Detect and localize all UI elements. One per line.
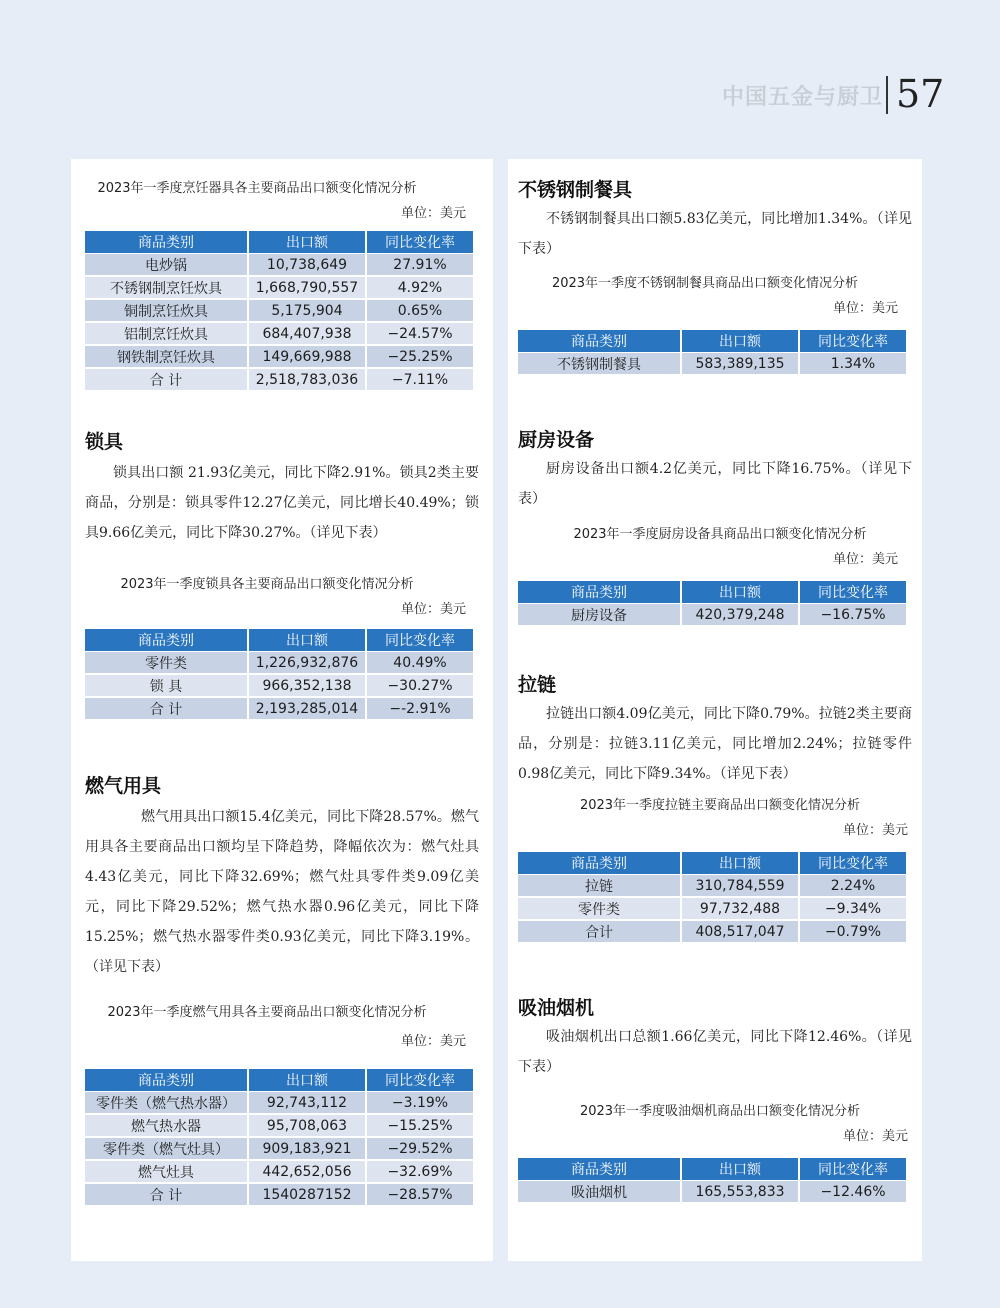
gas-table-section bbox=[71, 1001, 493, 1206]
section-heading: 燃气用具 bbox=[85, 775, 162, 797]
section-heading: 厨房设备 bbox=[518, 429, 595, 451]
magazine-logo: 中国五金与厨卫 bbox=[722, 85, 884, 110]
table-cell: 铜制烹饪炊具 bbox=[85, 299, 247, 322]
column-header: 同比变化率 bbox=[800, 581, 906, 603]
gas-section bbox=[71, 771, 493, 982]
locks-table-section bbox=[71, 573, 493, 720]
table-cell: 不锈钢制烹饪炊具 bbox=[85, 276, 247, 299]
column-header: 商品类别 bbox=[85, 629, 247, 651]
table-cell: 零件类（燃气灶具） bbox=[85, 1137, 247, 1160]
table-row bbox=[85, 1160, 473, 1183]
column-header: 出口额 bbox=[682, 852, 798, 874]
table-cell: 零件类 bbox=[85, 651, 247, 674]
table-row bbox=[85, 368, 473, 391]
table-row bbox=[518, 897, 906, 920]
column-header: 同比变化率 bbox=[800, 330, 906, 352]
table-row bbox=[85, 674, 473, 697]
section-heading: 拉链 bbox=[518, 674, 557, 696]
table-cell: −24.57% bbox=[367, 322, 473, 345]
page-number: 57 bbox=[896, 72, 945, 116]
section-paragraph: 不锈钢制餐具出口额5.83亿美元，同比增加1.34%。（详见下表） bbox=[518, 211, 912, 257]
table-unit: 单位：美元 bbox=[842, 1129, 908, 1144]
table-row bbox=[85, 651, 473, 674]
table-cell: 149,669,988 bbox=[249, 345, 365, 368]
column-header: 出口额 bbox=[682, 1158, 798, 1180]
column-header: 出口额 bbox=[682, 330, 798, 352]
table-row bbox=[518, 920, 906, 943]
table-cell: 442,652,056 bbox=[249, 1160, 365, 1183]
table-unit: 单位：美元 bbox=[832, 301, 898, 316]
table-cell: 10,738,649 bbox=[249, 253, 365, 276]
table-title: 2023年一季度拉链主要商品出口额变化情况分析 bbox=[579, 798, 861, 813]
table-row bbox=[518, 352, 906, 375]
table-cell: 燃气灶具 bbox=[85, 1160, 247, 1183]
table-header-row bbox=[518, 852, 906, 874]
table-row bbox=[85, 276, 473, 299]
table-cell: 电炒锅 bbox=[85, 253, 247, 276]
table-cell: 不锈钢制餐具 bbox=[518, 352, 680, 375]
table-cell: 钢铁制烹饪炊具 bbox=[85, 345, 247, 368]
kitchen-table-section bbox=[508, 523, 922, 626]
column-header: 出口额 bbox=[249, 1069, 365, 1091]
section-heading: 吸油烟机 bbox=[518, 997, 595, 1019]
table-cell: 0.65% bbox=[367, 299, 473, 322]
tableware-section bbox=[508, 175, 922, 264]
table-cell: 2,518,783,036 bbox=[249, 368, 365, 391]
table-cell: −7.11% bbox=[367, 368, 473, 391]
table-cell: 1,226,932,876 bbox=[249, 651, 365, 674]
table-cell: −15.25% bbox=[367, 1114, 473, 1137]
left-column bbox=[71, 159, 493, 1261]
table-unit: 单位：美元 bbox=[832, 552, 898, 567]
table-cell: 1540287152 bbox=[249, 1183, 365, 1206]
table-cell: 4.92% bbox=[367, 276, 473, 299]
table-row bbox=[85, 1114, 473, 1137]
table-cell: 2,193,285,014 bbox=[249, 697, 365, 720]
table-cell: 合 计 bbox=[85, 1183, 247, 1206]
table-unit: 单位：美元 bbox=[400, 602, 466, 617]
table-cell: 310,784,559 bbox=[682, 874, 798, 897]
table-cell: 966,352,138 bbox=[249, 674, 365, 697]
table-header-row bbox=[85, 629, 473, 651]
section-heading: 锁具 bbox=[85, 431, 124, 453]
table-cell: 2.24% bbox=[800, 874, 906, 897]
table-row bbox=[85, 253, 473, 276]
table-cell: −3.19% bbox=[367, 1091, 473, 1114]
section-paragraph: 吸油烟机出口总额1.66亿美元，同比下降12.46%。（详见下表） bbox=[518, 1029, 912, 1075]
column-header: 商品类别 bbox=[85, 1069, 247, 1091]
section-paragraph: 锁具出口额 21.93亿美元，同比下降2.91%。锁具2类主要商品，分别是：锁具零件12.27亿美元，同比增长40.49%；锁具9.66亿美元，同比下降30.27%。（详见下表） bbox=[85, 465, 479, 541]
table-title: 2023年一季度吸油烟机商品出口额变化情况分析 bbox=[579, 1104, 861, 1119]
table-cell: 92,743,112 bbox=[249, 1091, 365, 1114]
column-header: 同比变化率 bbox=[800, 1158, 906, 1180]
zipper-table bbox=[516, 852, 908, 943]
cookware-table-section bbox=[71, 177, 493, 391]
table-cell: −-2.91% bbox=[367, 697, 473, 720]
column-header: 出口额 bbox=[682, 581, 798, 603]
tableware-table-section bbox=[508, 272, 922, 375]
column-header: 出口额 bbox=[249, 231, 365, 253]
table-cell: 420,379,248 bbox=[682, 603, 798, 626]
table-cell: −30.27% bbox=[367, 674, 473, 697]
table-row bbox=[85, 1183, 473, 1206]
section-heading: 不锈钢制餐具 bbox=[518, 179, 633, 201]
zipper-table-section bbox=[508, 794, 922, 943]
table-header-row bbox=[85, 1069, 473, 1091]
table-row bbox=[518, 603, 906, 626]
column-header: 商品类别 bbox=[518, 330, 680, 352]
column-header: 商品类别 bbox=[85, 231, 247, 253]
table-title: 2023年一季度厨房设备具商品出口额变化情况分析 bbox=[573, 527, 867, 542]
table-cell: 铝制烹饪炊具 bbox=[85, 322, 247, 345]
right-column bbox=[508, 159, 922, 1261]
section-paragraph: 拉链出口额4.09亿美元，同比下降0.79%。拉链2类主要商品，分别是：拉链3.11亿美元，同比增加2.24%；拉链零件0.98亿美元，同比下降9.34%。（详见下表） bbox=[518, 706, 912, 782]
table-cell: 吸油烟机 bbox=[518, 1180, 680, 1203]
table-unit: 单位：美元 bbox=[400, 1034, 466, 1049]
table-title: 2023年一季度不锈钢制餐具商品出口额变化情况分析 bbox=[551, 276, 859, 291]
table-cell: 拉链 bbox=[518, 874, 680, 897]
table-cell: 厨房设备 bbox=[518, 603, 680, 626]
table-header-row bbox=[518, 330, 906, 352]
table-row bbox=[85, 1091, 473, 1114]
table-cell: 97,732,488 bbox=[682, 897, 798, 920]
table-title: 2023年一季度烹饪器具各主要商品出口额变化情况分析 bbox=[97, 181, 417, 196]
table-cell: 583,389,135 bbox=[682, 352, 798, 375]
table-cell: −0.79% bbox=[800, 920, 906, 943]
table-unit: 单位：美元 bbox=[842, 823, 908, 838]
table-cell: 27.91% bbox=[367, 253, 473, 276]
table-cell: 40.49% bbox=[367, 651, 473, 674]
column-header: 同比变化率 bbox=[367, 231, 473, 253]
table-cell: 锁 具 bbox=[85, 674, 247, 697]
table-unit: 单位：美元 bbox=[400, 206, 466, 221]
table-cell: −16.75% bbox=[800, 603, 906, 626]
gas-table bbox=[83, 1069, 475, 1206]
table-cell: 408,517,047 bbox=[682, 920, 798, 943]
column-header: 商品类别 bbox=[518, 1158, 680, 1180]
table-cell: −9.34% bbox=[800, 897, 906, 920]
table-header-row bbox=[85, 231, 473, 253]
column-header: 商品类别 bbox=[518, 852, 680, 874]
table-cell: −28.57% bbox=[367, 1183, 473, 1206]
table-cell: 684,407,938 bbox=[249, 322, 365, 345]
table-cell: −12.46% bbox=[800, 1180, 906, 1203]
cookware-table bbox=[83, 231, 475, 391]
column-header: 同比变化率 bbox=[367, 629, 473, 651]
table-row bbox=[85, 697, 473, 720]
table-cell: −25.25% bbox=[367, 345, 473, 368]
zipper-section bbox=[508, 670, 922, 789]
table-cell: 95,708,063 bbox=[249, 1114, 365, 1137]
table-row bbox=[85, 299, 473, 322]
locks-table bbox=[83, 629, 475, 720]
table-title: 2023年一季度锁具各主要商品出口额变化情况分析 bbox=[120, 577, 414, 592]
kitchen-section bbox=[508, 425, 922, 514]
table-cell: 合 计 bbox=[85, 368, 247, 391]
table-row bbox=[518, 874, 906, 897]
table-header-row bbox=[518, 1158, 906, 1180]
header-divider bbox=[886, 76, 888, 114]
table-title: 2023年一季度燃气用具各主要商品出口额变化情况分析 bbox=[107, 1005, 427, 1020]
table-row bbox=[518, 1180, 906, 1203]
locks-section bbox=[71, 427, 493, 548]
kitchen-table bbox=[516, 581, 908, 626]
table-row bbox=[85, 1137, 473, 1160]
column-header: 同比变化率 bbox=[367, 1069, 473, 1091]
table-cell: 燃气热水器 bbox=[85, 1114, 247, 1137]
column-header: 同比变化率 bbox=[800, 852, 906, 874]
section-paragraph: 厨房设备出口额4.2亿美元，同比下降16.75%。（详见下表） bbox=[518, 461, 912, 507]
table-cell: 零件类 bbox=[518, 897, 680, 920]
table-cell: 零件类（燃气热水器） bbox=[85, 1091, 247, 1114]
table-header-row bbox=[518, 581, 906, 603]
table-cell: 合 计 bbox=[85, 697, 247, 720]
table-row bbox=[85, 322, 473, 345]
table-cell: 合计 bbox=[518, 920, 680, 943]
column-header: 出口额 bbox=[249, 629, 365, 651]
table-cell: −32.69% bbox=[367, 1160, 473, 1183]
table-cell: −29.52% bbox=[367, 1137, 473, 1160]
tableware-table bbox=[516, 330, 908, 375]
table-cell: 5,175,904 bbox=[249, 299, 365, 322]
table-cell: 165,553,833 bbox=[682, 1180, 798, 1203]
table-cell: 1.34% bbox=[800, 352, 906, 375]
table-cell: 909,183,921 bbox=[249, 1137, 365, 1160]
column-header: 商品类别 bbox=[518, 581, 680, 603]
hood-table-section bbox=[508, 1100, 922, 1203]
table-cell: 1,668,790,557 bbox=[249, 276, 365, 299]
hood-section bbox=[508, 993, 922, 1082]
table-row bbox=[85, 345, 473, 368]
hood-table bbox=[516, 1158, 908, 1203]
section-paragraph: 燃气用具出口额15.4亿美元，同比下降28.57%。燃气用具各主要商品出口额均呈下降趋势，降幅依次为：燃气灶具4.43亿美元，同比下降32.69%；燃气灶具零件类9.09亿美元，同比下降29.52%；燃气热水器0.96亿美元，同比下降15.25%；燃气热水器零件类0.93亿美元，同比下降3.19%。（详见下表） bbox=[85, 809, 479, 975]
